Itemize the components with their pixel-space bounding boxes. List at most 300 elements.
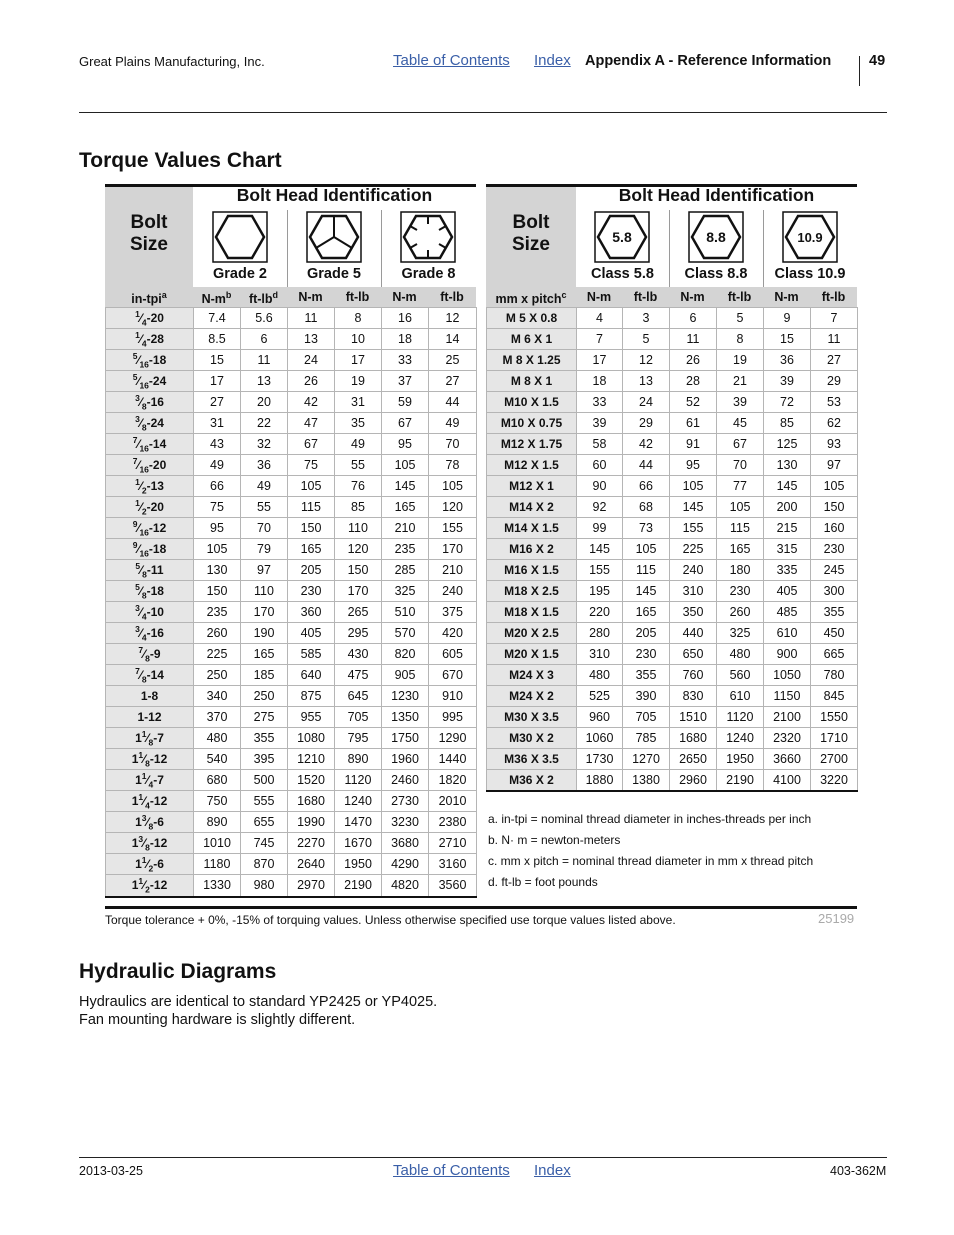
table-row	[106, 707, 477, 728]
table-row	[106, 623, 477, 644]
torque-value-cell: 1950	[335, 854, 382, 875]
header-divider	[859, 56, 860, 86]
torque-value-cell: 235	[382, 539, 429, 560]
inch-bolt-size-label: Bolt Size	[129, 212, 169, 255]
bolt-size-cell: $^7⁄_{16}-14$	[106, 434, 194, 455]
torque-value-cell: 190	[241, 623, 288, 644]
bolt-size-cell: $^3⁄_4-10$	[106, 602, 194, 623]
torque-value-cell: 250	[241, 686, 288, 707]
torque-value-cell: 35	[335, 413, 382, 434]
bolt-size-cell: $^3⁄_4-16$	[106, 623, 194, 644]
bolt-size-cell: $^5⁄_8-11$	[106, 560, 194, 581]
torque-value-cell: 1520	[288, 770, 335, 791]
bolt-size-cell: M 8 X 1.25	[487, 350, 577, 371]
torque-value-cell: 76	[335, 476, 382, 497]
torque-value-cell: 2700	[811, 749, 858, 770]
table-row	[106, 392, 477, 413]
table-row	[487, 518, 858, 539]
torque-value-cell: 14	[429, 329, 477, 350]
torque-value-cell: 28	[670, 371, 717, 392]
torque-chart-title: Torque Values Chart	[79, 149, 282, 172]
torque-value-cell: 39	[764, 371, 811, 392]
torque-value-cell: 3660	[764, 749, 811, 770]
torque-value-cell: 75	[194, 497, 241, 518]
torque-value-cell: 225	[670, 539, 717, 560]
table-row	[106, 770, 477, 791]
torque-value-cell: 2730	[382, 791, 429, 812]
torque-value-cell: 24	[288, 350, 335, 371]
torque-value-cell: 960	[577, 707, 623, 728]
grade-2-label: Grade 2	[213, 266, 267, 282]
torque-value-cell: 2100	[764, 707, 811, 728]
torque-value-cell: 220	[577, 602, 623, 623]
torque-value-cell: 1550	[811, 707, 858, 728]
torque-value-cell: 145	[670, 497, 717, 518]
torque-value-cell: 110	[241, 581, 288, 602]
table-row	[487, 539, 858, 560]
col-header: ft-lb	[440, 290, 464, 304]
footnote-d: d. ft-lb = foot pounds	[488, 875, 598, 889]
torque-value-cell: 405	[288, 623, 335, 644]
torque-value-cell: 900	[764, 644, 811, 665]
table-row	[487, 686, 858, 707]
table-row	[106, 833, 477, 854]
torque-value-cell: 830	[670, 686, 717, 707]
torque-value-cell: 355	[241, 728, 288, 749]
footer-date: 2013-03-25	[79, 1164, 143, 1178]
torque-value-cell: 27	[194, 392, 241, 413]
torque-value-cell: 475	[335, 665, 382, 686]
torque-value-cell: 5	[623, 329, 670, 350]
torque-value-cell: 19	[335, 371, 382, 392]
table-row	[487, 770, 858, 792]
torque-value-cell: 525	[577, 686, 623, 707]
table-row	[487, 413, 858, 434]
torque-value-cell: 585	[288, 644, 335, 665]
torque-value-cell: 97	[241, 560, 288, 581]
svg-text:8.8: 8.8	[706, 229, 726, 245]
torque-value-cell: 450	[811, 623, 858, 644]
torque-value-cell: 215	[764, 518, 811, 539]
torque-value-cell: 105	[670, 476, 717, 497]
bolt-size-cell: $^1⁄_2-20$	[106, 497, 194, 518]
bolt-size-cell: $^7⁄_8-14$	[106, 665, 194, 686]
torque-value-cell: 70	[429, 434, 477, 455]
bolt-size-cell: $^5⁄_8-18$	[106, 581, 194, 602]
table-row	[487, 707, 858, 728]
table-row	[106, 329, 477, 350]
table-row	[487, 728, 858, 749]
torque-value-cell: 39	[717, 392, 764, 413]
table-row	[106, 728, 477, 749]
torque-value-cell: 21	[717, 371, 764, 392]
torque-value-cell: 1680	[670, 728, 717, 749]
torque-value-cell: 890	[194, 812, 241, 833]
torque-value-cell: 750	[194, 791, 241, 812]
torque-value-cell: 67	[288, 434, 335, 455]
torque-value-cell: 5	[717, 308, 764, 329]
torque-value-cell: 1440	[429, 749, 477, 770]
torque-value-cell: 540	[194, 749, 241, 770]
torque-value-cell: 92	[577, 497, 623, 518]
torque-value-cell: 310	[577, 644, 623, 665]
grade-8-bolt-head-icon	[400, 211, 456, 263]
torque-value-cell: 165	[241, 644, 288, 665]
torque-value-cell: 185	[241, 665, 288, 686]
col-header: ft-lb	[345, 290, 370, 304]
hydraulic-diagrams-title: Hydraulic Diagrams	[79, 960, 277, 983]
torque-value-cell: 125	[764, 434, 811, 455]
torque-value-cell: 62	[811, 413, 858, 434]
torque-value-cell: 245	[811, 560, 858, 581]
table-row	[106, 602, 477, 623]
torque-value-cell: 370	[194, 707, 241, 728]
table-row	[106, 476, 477, 497]
torque-value-cell: 33	[382, 350, 429, 371]
footer-index-link[interactable]: Index	[534, 1162, 571, 1179]
torque-value-cell: 77	[717, 476, 764, 497]
torque-value-cell: 780	[811, 665, 858, 686]
table-row	[106, 812, 477, 833]
torque-value-cell: 665	[811, 644, 858, 665]
torque-value-cell: 7	[577, 329, 623, 350]
torque-value-cell: 170	[241, 602, 288, 623]
torque-value-cell: 1240	[717, 728, 764, 749]
header-rule	[79, 112, 887, 113]
table-row	[487, 749, 858, 770]
torque-value-cell: 7	[811, 308, 858, 329]
torque-value-cell: 240	[429, 581, 477, 602]
torque-value-cell: 1990	[288, 812, 335, 833]
torque-value-cell: 99	[577, 518, 623, 539]
torque-value-cell: 44	[623, 455, 670, 476]
torque-value-cell: 13	[623, 371, 670, 392]
torque-value-cell: 105	[429, 476, 477, 497]
document-number: 403-362M	[830, 1164, 887, 1178]
table-row	[487, 581, 858, 602]
torque-value-cell: 995	[429, 707, 477, 728]
torque-tolerance-note: Torque tolerance + 0%, -15% of torquing values. Unless otherwise specified use torque values listed above.	[105, 913, 676, 927]
torque-value-cell: 42	[288, 392, 335, 413]
torque-value-cell: 170	[429, 539, 477, 560]
torque-value-cell: 17	[577, 350, 623, 371]
torque-value-cell: 18	[382, 329, 429, 350]
torque-value-cell: 17	[194, 371, 241, 392]
footer-rule	[79, 1157, 887, 1158]
table-row	[106, 371, 477, 392]
torque-value-cell: 58	[577, 434, 623, 455]
bolt-size-cell: M10 X 1.5	[487, 392, 577, 413]
torque-value-cell: 1080	[288, 728, 335, 749]
torque-value-cell: 640	[288, 665, 335, 686]
torque-value-cell: 70	[717, 455, 764, 476]
torque-value-cell: 555	[241, 791, 288, 812]
torque-value-cell: 78	[429, 455, 477, 476]
torque-value-cell: 130	[194, 560, 241, 581]
torque-value-cell: 480	[194, 728, 241, 749]
grade-5-label: Grade 5	[307, 266, 361, 282]
table-row	[487, 476, 858, 497]
torque-value-cell: 105	[382, 455, 429, 476]
torque-value-cell: 3560	[429, 875, 477, 897]
torque-value-cell: 1290	[429, 728, 477, 749]
torque-value-cell: 67	[717, 434, 764, 455]
svg-text:10.9: 10.9	[797, 230, 823, 245]
torque-value-cell: 155	[670, 518, 717, 539]
bolt-size-cell: $1^1⁄_2-6$	[106, 854, 194, 875]
torque-value-cell: 260	[194, 623, 241, 644]
torque-value-cell: 1820	[429, 770, 477, 791]
torque-value-cell: 2650	[670, 749, 717, 770]
bolt-size-cell: M30 X 3.5	[487, 707, 577, 728]
torque-value-cell: 11	[670, 329, 717, 350]
torque-value-cell: 42	[623, 434, 670, 455]
torque-value-cell: 43	[194, 434, 241, 455]
torque-value-cell: 93	[811, 434, 858, 455]
torque-value-cell: 150	[335, 560, 382, 581]
bolt-size-cell: M18 X 2.5	[487, 581, 577, 602]
torque-value-cell: 2970	[288, 875, 335, 897]
torque-value-cell: 115	[623, 560, 670, 581]
torque-value-cell: 1350	[382, 707, 429, 728]
torque-value-cell: 160	[811, 518, 858, 539]
col-header: N-m	[392, 290, 417, 304]
col-header: ft-lb	[821, 290, 846, 304]
bolt-size-cell: M14 X 2	[487, 497, 577, 518]
table-row	[106, 875, 477, 897]
header-toc-link[interactable]: Table of Contents	[393, 52, 510, 69]
table-row	[487, 350, 858, 371]
torque-value-cell: 90	[577, 476, 623, 497]
torque-value-cell: 2320	[764, 728, 811, 749]
metric-torque-table	[486, 307, 858, 792]
torque-value-cell: 47	[288, 413, 335, 434]
torque-value-cell: 32	[241, 434, 288, 455]
torque-value-cell: 705	[623, 707, 670, 728]
torque-value-cell: 91	[670, 434, 717, 455]
torque-value-cell: 17	[335, 350, 382, 371]
torque-value-cell: 145	[382, 476, 429, 497]
torque-value-cell: 195	[577, 581, 623, 602]
torque-value-cell: 1730	[577, 749, 623, 770]
bolt-size-cell: $1^1⁄_2-12$	[106, 875, 194, 897]
bolt-size-cell: M36 X 3.5	[487, 749, 577, 770]
torque-value-cell: 95	[194, 518, 241, 539]
bolt-size-cell: $^3⁄_8-24$	[106, 413, 194, 434]
torque-value-cell: 49	[429, 413, 477, 434]
class-10-9-label: Class 10.9	[774, 266, 846, 282]
torque-value-cell: 105	[288, 476, 335, 497]
col-header: ft-lb	[633, 290, 658, 304]
torque-value-cell: 3680	[382, 833, 429, 854]
torque-value-cell: 240	[670, 560, 717, 581]
torque-value-cell: 745	[241, 833, 288, 854]
torque-value-cell: 20	[241, 392, 288, 413]
torque-value-cell: 24	[623, 392, 670, 413]
torque-value-cell: 570	[382, 623, 429, 644]
torque-value-cell: 165	[717, 539, 764, 560]
inch-column-headers	[105, 287, 476, 307]
torque-value-cell: 230	[811, 539, 858, 560]
torque-value-cell: 155	[429, 518, 477, 539]
footer-toc-link[interactable]: Table of Contents	[393, 1162, 510, 1179]
table-row	[106, 581, 477, 602]
torque-value-cell: 22	[241, 413, 288, 434]
bolt-size-cell: M30 X 2	[487, 728, 577, 749]
torque-value-cell: 8	[717, 329, 764, 350]
table-row	[106, 854, 477, 875]
torque-value-cell: 210	[382, 518, 429, 539]
torque-value-cell: 115	[717, 518, 764, 539]
table-row	[106, 413, 477, 434]
torque-value-cell: 26	[288, 371, 335, 392]
torque-value-cell: 170	[335, 581, 382, 602]
torque-value-cell: 13	[241, 371, 288, 392]
grade-8-label: Grade 8	[401, 266, 456, 282]
torque-value-cell: 705	[335, 707, 382, 728]
torque-value-cell: 1960	[382, 749, 429, 770]
torque-value-cell: 1120	[717, 707, 764, 728]
torque-value-cell: 72	[764, 392, 811, 413]
page-number: 49	[869, 53, 886, 69]
torque-value-cell: 1670	[335, 833, 382, 854]
bolt-size-cell: 1-8	[106, 686, 194, 707]
torque-value-cell: 1330	[194, 875, 241, 897]
torque-value-cell: 39	[577, 413, 623, 434]
torque-value-cell: 480	[577, 665, 623, 686]
torque-value-cell: 120	[429, 497, 477, 518]
torque-value-cell: 440	[670, 623, 717, 644]
torque-value-cell: 890	[335, 749, 382, 770]
torque-value-cell: 13	[288, 329, 335, 350]
bolt-size-cell: M36 X 2	[487, 770, 577, 792]
torque-value-cell: 79	[241, 539, 288, 560]
bolt-size-cell: M24 X 3	[487, 665, 577, 686]
torque-value-cell: 6	[670, 308, 717, 329]
col-header: N-m	[586, 290, 612, 304]
metric-bolt-size-label: Bolt Size	[511, 212, 551, 255]
torque-value-cell: 155	[577, 560, 623, 581]
torque-value-cell: 260	[717, 602, 764, 623]
torque-value-cell: 10	[335, 329, 382, 350]
torque-value-cell: 16	[382, 308, 429, 329]
torque-value-cell: 845	[811, 686, 858, 707]
bolt-size-cell: $1^3⁄_8-12$	[106, 833, 194, 854]
figure-reference-number: 25199	[818, 911, 855, 926]
bolt-size-cell: $^7⁄_{16}-20$	[106, 455, 194, 476]
torque-value-cell: 66	[623, 476, 670, 497]
torque-value-cell: 650	[670, 644, 717, 665]
torque-value-cell: 59	[382, 392, 429, 413]
torque-value-cell: 11	[241, 350, 288, 371]
table-row	[487, 329, 858, 350]
bolt-size-cell: $1^1⁄_8-12$	[106, 749, 194, 770]
torque-value-cell: 405	[764, 581, 811, 602]
torque-value-cell: 480	[717, 644, 764, 665]
torque-value-cell: 980	[241, 875, 288, 897]
table-row	[487, 560, 858, 581]
torque-value-cell: 165	[382, 497, 429, 518]
bolt-size-cell: $^5⁄_{16}-24$	[106, 371, 194, 392]
torque-value-cell: 285	[382, 560, 429, 581]
torque-value-cell: 680	[194, 770, 241, 791]
header-index-link[interactable]: Index	[534, 52, 571, 69]
table-bottom-rule	[105, 906, 857, 909]
torque-value-cell: 655	[241, 812, 288, 833]
torque-value-cell: 73	[623, 518, 670, 539]
torque-value-cell: 1750	[382, 728, 429, 749]
torque-value-cell: 105	[811, 476, 858, 497]
torque-value-cell: 280	[577, 623, 623, 644]
grade-5-bolt-head-icon	[306, 211, 362, 263]
table-row	[487, 665, 858, 686]
torque-value-cell: 61	[670, 413, 717, 434]
torque-value-cell: 1120	[335, 770, 382, 791]
col-header: N-m	[298, 290, 323, 304]
torque-value-cell: 85	[764, 413, 811, 434]
torque-value-cell: 1180	[194, 854, 241, 875]
torque-value-cell: 870	[241, 854, 288, 875]
bolt-size-cell: $^9⁄_{16}-18$	[106, 539, 194, 560]
table-row	[487, 371, 858, 392]
metric-bolt-head-id-title: Bolt Head Identification	[618, 185, 815, 205]
torque-value-cell: 820	[382, 644, 429, 665]
torque-value-cell: 205	[288, 560, 335, 581]
torque-value-cell: 36	[241, 455, 288, 476]
table-row	[106, 791, 477, 812]
torque-value-cell: 19	[717, 350, 764, 371]
torque-value-cell: 560	[717, 665, 764, 686]
torque-value-cell: 25	[429, 350, 477, 371]
torque-value-cell: 2010	[429, 791, 477, 812]
torque-value-cell: 6	[241, 329, 288, 350]
torque-value-cell: 4100	[764, 770, 811, 792]
torque-value-cell: 785	[623, 728, 670, 749]
bolt-size-cell: M24 X 2	[487, 686, 577, 707]
torque-value-cell: 165	[288, 539, 335, 560]
torque-value-cell: 115	[288, 497, 335, 518]
torque-value-cell: 53	[811, 392, 858, 413]
table-row	[487, 392, 858, 413]
torque-value-cell: 295	[335, 623, 382, 644]
torque-value-cell: 68	[623, 497, 670, 518]
company-name: Great Plains Manufacturing, Inc.	[79, 54, 265, 69]
torque-value-cell: 510	[382, 602, 429, 623]
torque-value-cell: 350	[670, 602, 717, 623]
torque-value-cell: 52	[670, 392, 717, 413]
torque-value-cell: 150	[194, 581, 241, 602]
table-row	[487, 434, 858, 455]
footnotes	[488, 812, 813, 896]
bolt-size-cell: M12 X 1.75	[487, 434, 577, 455]
table-row	[106, 644, 477, 665]
torque-value-cell: 60	[577, 455, 623, 476]
torque-value-cell: 3160	[429, 854, 477, 875]
table-row	[487, 602, 858, 623]
torque-value-cell: 120	[335, 539, 382, 560]
torque-value-cell: 105	[623, 539, 670, 560]
bolt-size-cell: 1-12	[106, 707, 194, 728]
table-row	[106, 518, 477, 539]
torque-value-cell: 15	[764, 329, 811, 350]
bolt-size-cell: $1^1⁄_8-7$	[106, 728, 194, 749]
torque-value-cell: 4820	[382, 875, 429, 897]
torque-value-cell: 1510	[670, 707, 717, 728]
torque-value-cell: 95	[382, 434, 429, 455]
torque-value-cell: 145	[577, 539, 623, 560]
torque-value-cell: 1680	[288, 791, 335, 812]
torque-value-cell: 610	[764, 623, 811, 644]
